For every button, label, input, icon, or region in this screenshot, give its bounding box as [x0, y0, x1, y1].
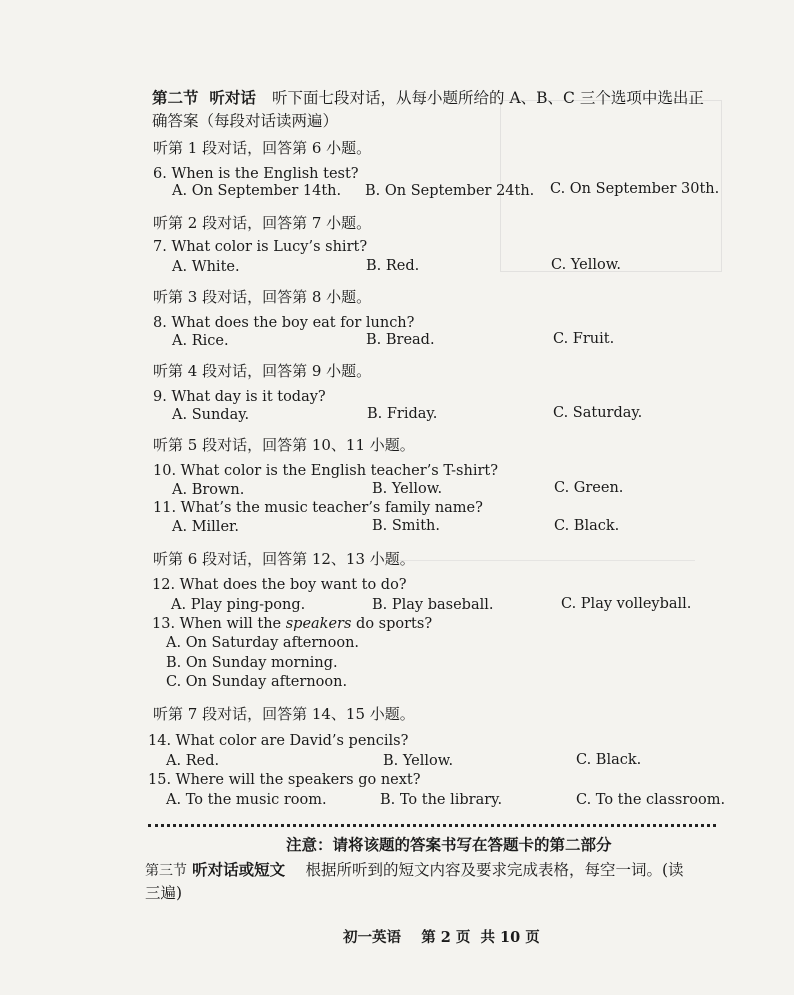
question-12-option-a: A. Play ping-pong. — [171, 597, 306, 613]
question-9: 9. What day is it today? — [153, 389, 326, 405]
question-15: 15. Where will the speakers go next? — [148, 772, 421, 788]
footer-total: 共 10 页 — [480, 929, 540, 946]
question-14: 14. What color are David’s pencils? — [148, 733, 409, 749]
question-12: 12. What does the boy want to do? — [152, 577, 407, 593]
question-10: 10. What color is the English teacher’s T-shirt? — [153, 463, 498, 479]
question-9-option-b: B. Friday. — [367, 406, 438, 422]
section2-heading — [152, 86, 704, 108]
question-13-text-end: do sports? — [351, 616, 433, 632]
instruction-dialogue-3: 听第 3 段对话，回答第 8 小题。 — [153, 288, 372, 306]
section3-label: 第三节 — [145, 863, 187, 879]
question-8-option-a: A. Rice. — [172, 333, 229, 349]
question-11-option-a: A. Miller. — [172, 519, 239, 535]
question-7-option-c: C. Yellow. — [551, 257, 621, 273]
question-6-option-a: A. On September 14th. — [172, 183, 342, 199]
question-13 — [152, 616, 432, 632]
question-15-option-c: C. To the classroom. — [576, 792, 726, 808]
question-13-option-b: B. On Sunday morning. — [166, 655, 338, 671]
question-7-option-a: A. White. — [172, 259, 240, 275]
question-12-option-b: B. Play baseball. — [372, 597, 494, 613]
section2-label: 第二节 — [152, 88, 199, 107]
question-14-option-a: A. Red. — [166, 753, 220, 769]
question-13-option-c: C. On Sunday afternoon. — [166, 674, 348, 690]
question-11-option-c: C. Black. — [554, 518, 620, 534]
dotted-separator — [148, 824, 716, 827]
question-13-text-start: 13. When will the — [152, 616, 286, 632]
question-15-option-b: B. To the library. — [380, 792, 503, 808]
question-10-option-c: C. Green. — [554, 480, 624, 496]
answer-sheet-notice: 注意：请将该题的答案书写在答题卡的第二部分 — [286, 835, 612, 854]
question-11-option-b: B. Smith. — [372, 518, 440, 534]
section3-line1: 根据所听到的短文内容及要求完成表格，每空一词。(读 — [305, 861, 684, 879]
question-7: 7. What color is Lucy’s shirt? — [153, 239, 368, 255]
question-8: 8. What does the boy eat for lunch? — [153, 315, 415, 331]
section2-line2: 确答案（每段对话读两遍） — [152, 112, 339, 130]
question-11: 11. What’s the music teacher’s family name? — [153, 500, 483, 516]
section2-title: 听对话 — [209, 88, 256, 107]
question-6-option-b: B. On September 24th. — [365, 183, 535, 199]
section3-title: 听对话或短文 — [192, 860, 286, 879]
section3-line2: 三遍) — [145, 884, 183, 902]
question-8-option-c: C. Fruit. — [553, 331, 615, 347]
question-15-option-a: A. To the music room. — [166, 792, 327, 808]
instruction-dialogue-7: 听第 7 段对话，回答第 14、15 小题。 — [153, 705, 415, 723]
instruction-dialogue-4: 听第 4 段对话，回答第 9 小题。 — [153, 362, 372, 380]
instruction-dialogue-5: 听第 5 段对话，回答第 10、11 小题。 — [153, 436, 415, 454]
section3-heading — [145, 858, 684, 880]
page-footer — [343, 926, 540, 947]
question-9-option-a: A. Sunday. — [172, 407, 250, 423]
question-6: 6. When is the English test? — [153, 166, 359, 182]
section2-line1: 听下面七段对话，从每小题所给的 A、B、C 三个选项中选出正 — [272, 89, 704, 107]
question-10-option-a: A. Brown. — [172, 482, 245, 498]
instruction-dialogue-2: 听第 2 段对话，回答第 7 小题。 — [153, 214, 372, 232]
question-8-option-b: B. Bread. — [366, 332, 435, 348]
question-14-option-b: B. Yellow. — [383, 753, 454, 769]
instruction-dialogue-6: 听第 6 段对话，回答第 12、13 小题。 — [153, 550, 415, 568]
question-6-option-c: C. On September 30th. — [550, 181, 720, 197]
instruction-dialogue-1: 听第 1 段对话，回答第 6 小题。 — [153, 139, 372, 157]
footer-page: 第 2 页 — [421, 929, 471, 946]
bleed-through — [395, 560, 695, 681]
question-12-option-c: C. Play volleyball. — [561, 596, 692, 612]
question-13-emphasis: speakers — [285, 616, 352, 632]
question-13-option-a: A. On Saturday afternoon. — [166, 635, 360, 651]
footer-subject: 初一英语 — [343, 929, 401, 946]
question-10-option-b: B. Yellow. — [372, 481, 443, 497]
question-7-option-b: B. Red. — [366, 258, 420, 274]
question-9-option-c: C. Saturday. — [553, 405, 643, 421]
question-14-option-c: C. Black. — [576, 752, 642, 768]
